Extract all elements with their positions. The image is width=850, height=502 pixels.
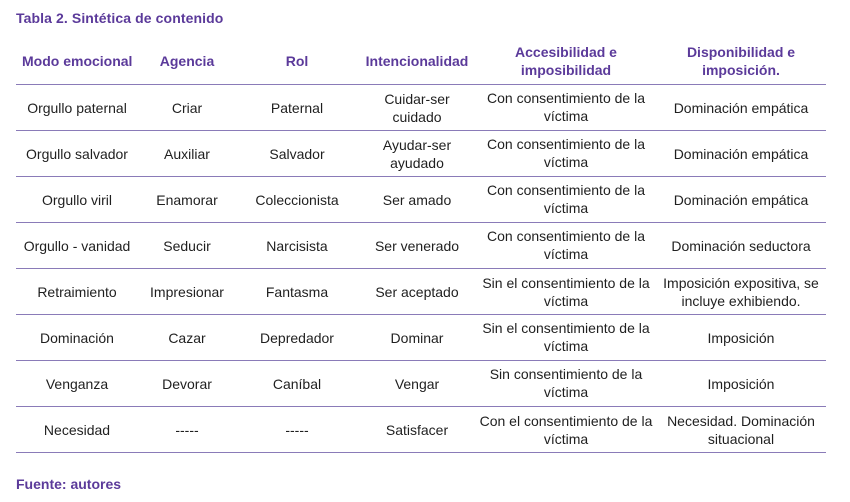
cell-disponibilidad: Imposición expositiva, se incluye exhibiendo. [656,269,826,315]
cell-accesibilidad: Con consentimiento de la víctima [476,177,656,223]
cell-modo: Dominación [16,315,138,361]
cell-agencia: Devorar [138,361,236,407]
header-row [16,38,826,85]
cell-intencionalidad: Dominar [358,315,476,361]
table-row [16,223,826,269]
header-modo-emocional: Modo emocional [16,38,138,85]
content-table [16,38,826,453]
cell-accesibilidad: Con consentimiento de la víctima [476,223,656,269]
cell-disponibilidad: Dominación seductora [656,223,826,269]
header-disponibilidad: Disponibilidad e imposición. [656,38,826,85]
cell-intencionalidad: Satisfacer [358,407,476,453]
cell-rol: Depredador [236,315,358,361]
cell-disponibilidad: Imposición [656,315,826,361]
cell-rol: Narcisista [236,223,358,269]
cell-agencia: Cazar [138,315,236,361]
cell-modo: Necesidad [16,407,138,453]
cell-disponibilidad: Necesidad. Dominación situacional [656,407,826,453]
table-row [16,131,826,177]
cell-disponibilidad: Dominación empática [656,85,826,131]
cell-intencionalidad: Ser aceptado [358,269,476,315]
header-agencia: Agencia [138,38,236,85]
cell-rol: Fantasma [236,269,358,315]
table-row [16,315,826,361]
cell-modo: Orgullo paternal [16,85,138,131]
cell-disponibilidad: Dominación empática [656,177,826,223]
cell-intencionalidad: Cuidar-ser cuidado [358,85,476,131]
cell-accesibilidad: Sin el consentimiento de la víctima [476,269,656,315]
table-row [16,407,826,453]
cell-agencia: Impresionar [138,269,236,315]
cell-modo: Orgullo - vanidad [16,223,138,269]
cell-rol: Coleccionista [236,177,358,223]
cell-intencionalidad: Vengar [358,361,476,407]
cell-accesibilidad: Sin el consentimiento de la víctima [476,315,656,361]
cell-modo: Venganza [16,361,138,407]
cell-modo: Orgullo salvador [16,131,138,177]
cell-disponibilidad: Imposición [656,361,826,407]
cell-agencia: ----- [138,407,236,453]
cell-rol: Paternal [236,85,358,131]
cell-accesibilidad: Con el consentimiento de la víctima [476,407,656,453]
cell-agencia: Enamorar [138,177,236,223]
cell-accesibilidad: Con consentimiento de la víctima [476,85,656,131]
cell-accesibilidad: Sin consentimiento de la víctima [476,361,656,407]
cell-modo: Retraimiento [16,269,138,315]
table-row [16,85,826,131]
cell-accesibilidad: Con consentimiento de la víctima [476,131,656,177]
cell-rol: Salvador [236,131,358,177]
cell-rol: Caníbal [236,361,358,407]
cell-intencionalidad: Ser venerado [358,223,476,269]
header-rol: Rol [236,38,358,85]
header-accesibilidad: Accesibilidad e imposibilidad [476,38,656,85]
cell-agencia: Seducir [138,223,236,269]
cell-intencionalidad: Ser amado [358,177,476,223]
cell-intencionalidad: Ayudar-ser ayudado [358,131,476,177]
table-row [16,177,826,223]
cell-disponibilidad: Dominación empática [656,131,826,177]
table-caption: Tabla 2. Sintética de contenido [16,10,224,26]
cell-rol: ----- [236,407,358,453]
table-row [16,361,826,407]
cell-agencia: Auxiliar [138,131,236,177]
cell-agencia: Criar [138,85,236,131]
cell-modo: Orgullo viril [16,177,138,223]
table-source: Fuente: autores [16,476,122,492]
header-intencionalidad: Intencionalidad [358,38,476,85]
table-row [16,269,826,315]
